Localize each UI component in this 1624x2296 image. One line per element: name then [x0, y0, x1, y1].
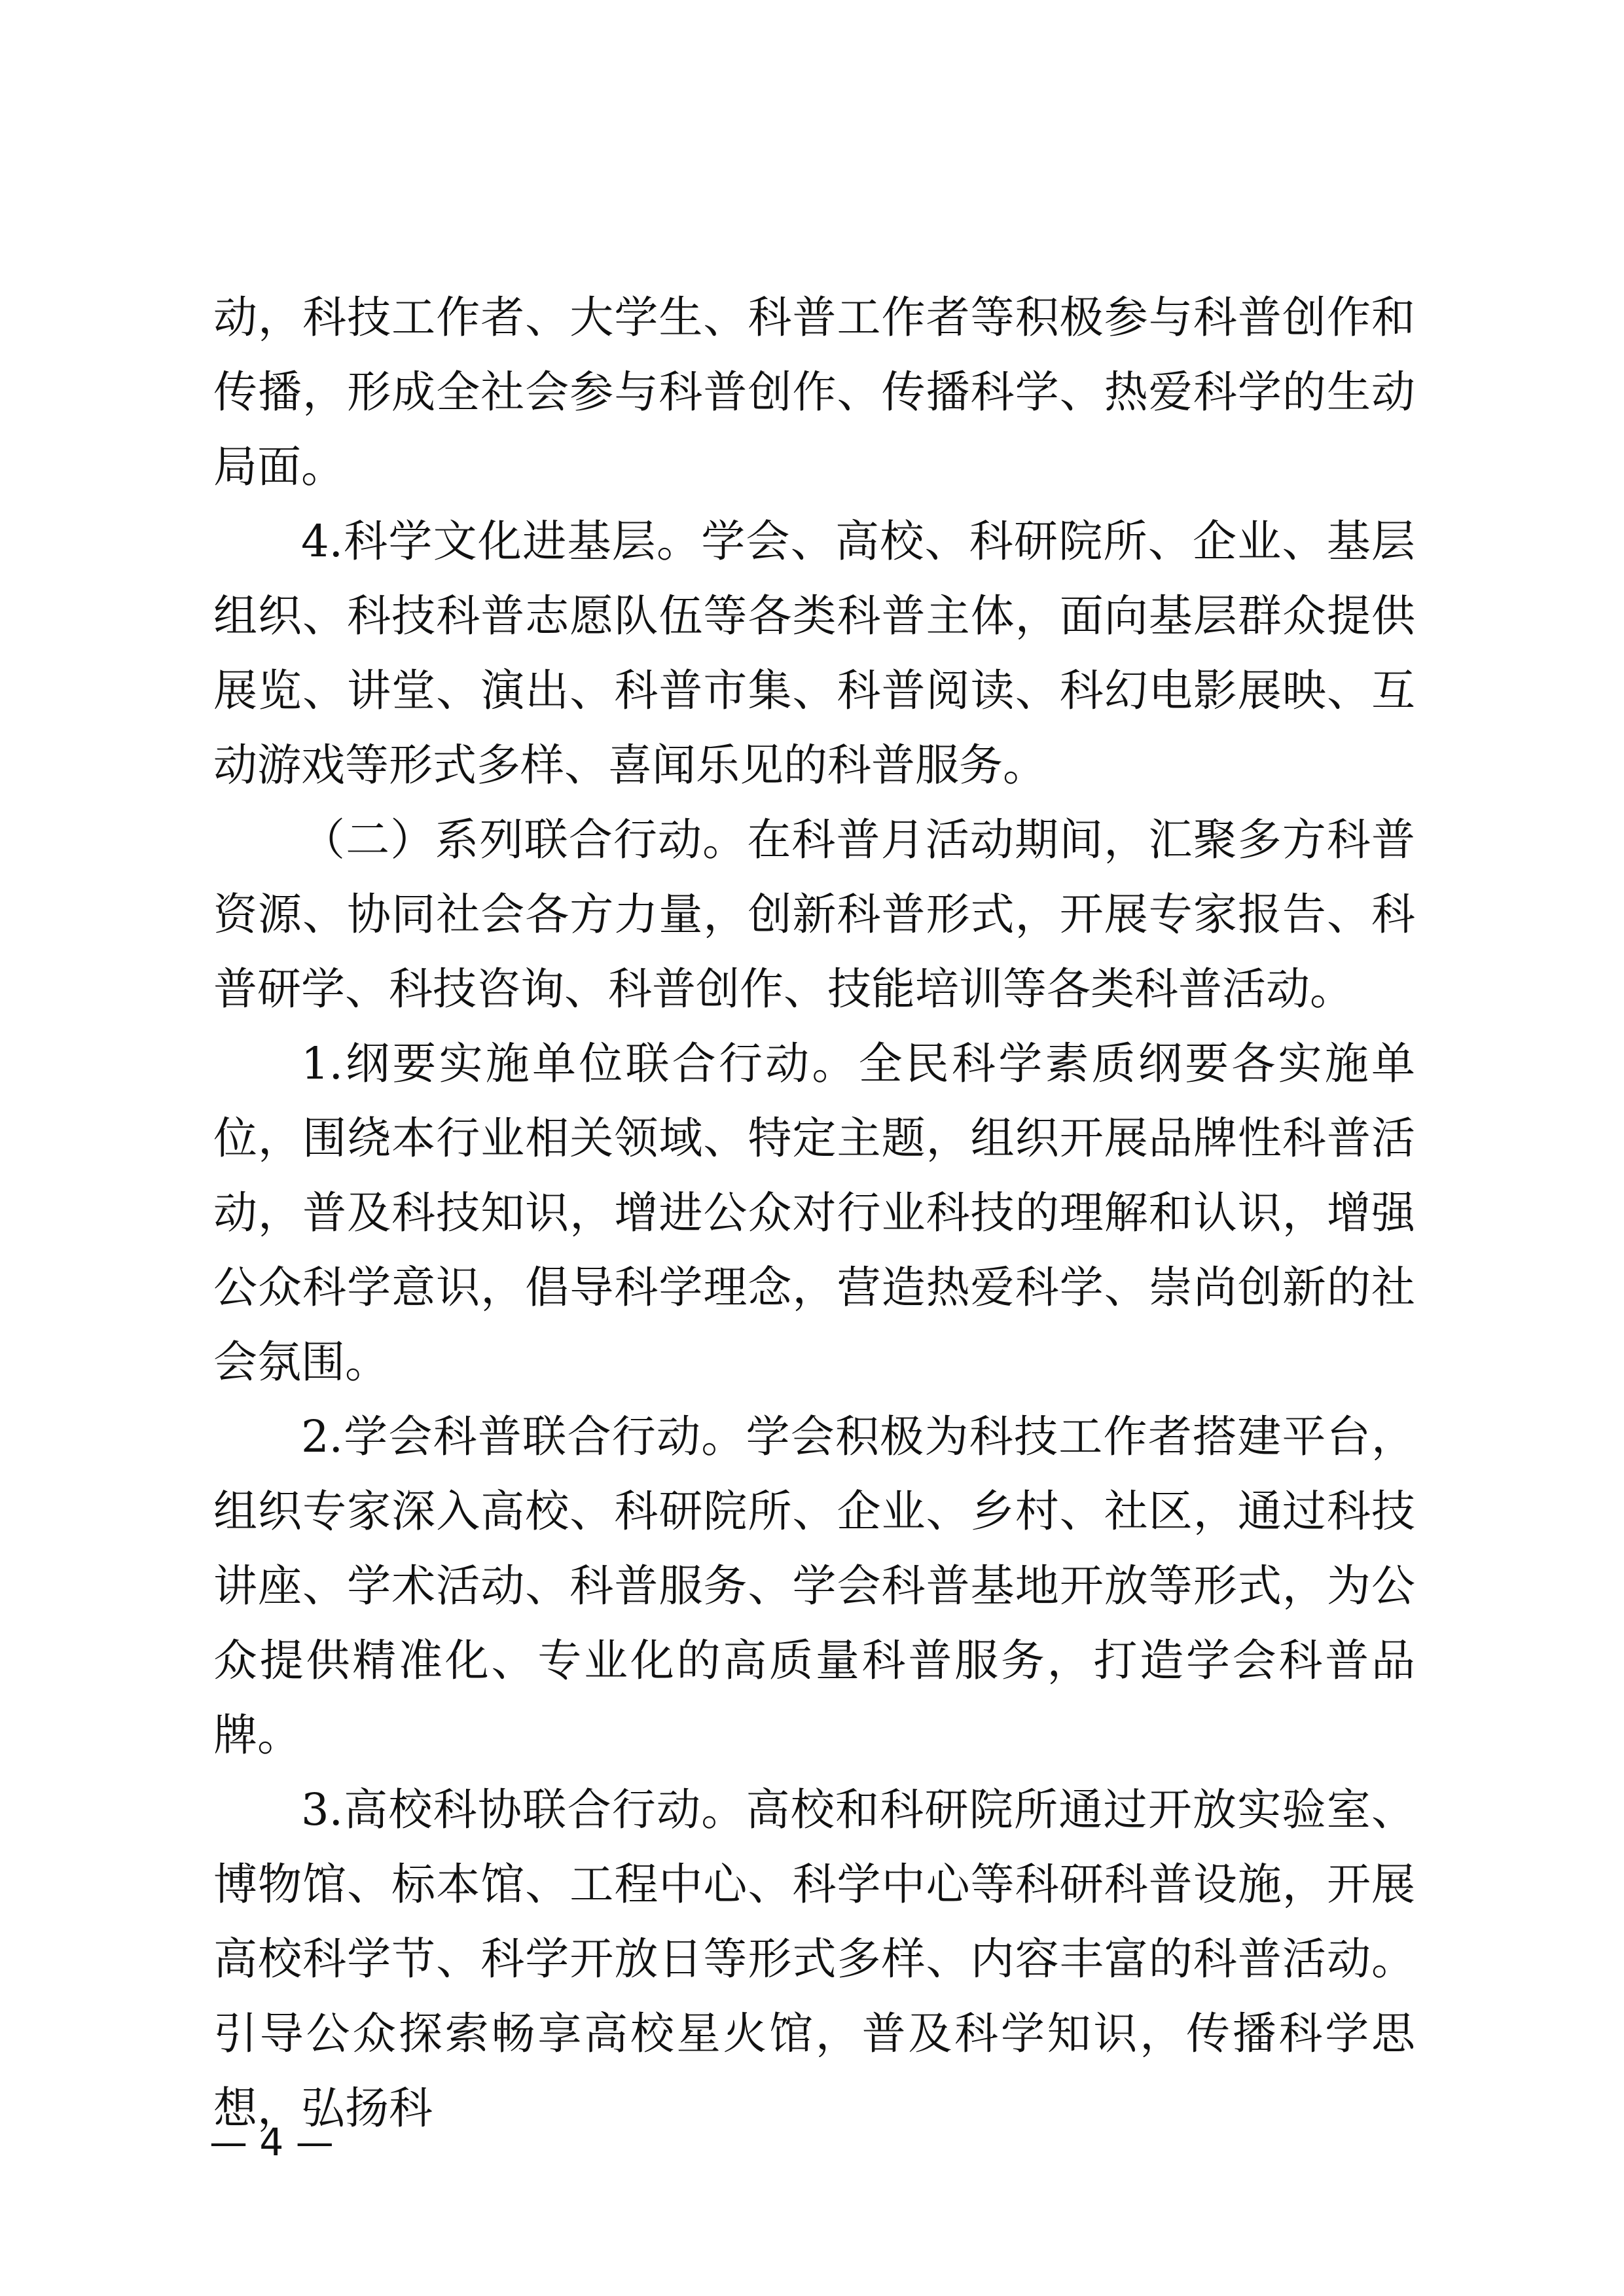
paragraph-2: 4.科学文化进基层。学会、高校、科研院所、企业、基层组织、科技科普志愿队伍等各类科普主体，面向基层群众提供展览、讲堂、演出、科普市集、科普阅读、科幻电影展映、互动游戏等形式多样、喜闻乐见的科普服务。: [213, 516, 1415, 791]
paragraph-3: （二）系列联合行动。在科普月活动期间，汇聚多方科普资源、协同社会各方力量，创新科普形式，开展专家报告、科普研学、科技咨询、科普创作、技能培训等各类科普活动。: [213, 814, 1415, 1014]
body-text: [213, 280, 1415, 2145]
paragraph-4: 1.纲要实施单位联合行动。全民科学素质纲要各实施单位，围绕本行业相关领域、特定主题，组织开展品牌性科普活动，普及科技知识，增进公众对行业科技的理解和认识，增强公众科学意识，倡导科学理念，营造热爱科学、崇尚创新的社会氛围。: [213, 1038, 1415, 1388]
paragraph-5: 2.学会科普联合行动。学会积极为科技工作者搭建平台，组织专家深入高校、科研院所、企业、乡村、社区，通过科技讲座、学术活动、科普服务、学会科普基地开放等形式，为公众提供精准化、专业化的高质量科普服务，打造学会科普品牌。: [213, 1411, 1415, 1761]
paragraph-6: 3.高校科协联合行动。高校和科研院所通过开放实验室、博物馆、标本馆、工程中心、科学中心等科研科普设施，开展高校科学节、科学开放日等形式多样、内容丰富的科普活动。引导公众探索畅享高校星火馆，普及科学知识，传播科学思想，弘扬科: [213, 1784, 1415, 2134]
page-number: — 4 —: [209, 2120, 334, 2164]
paragraph-1: 动，科技工作者、大学生、科普工作者等积极参与科普创作和传播，形成全社会参与科普创作、传播科学、热爱科学的生动局面。: [213, 292, 1415, 492]
